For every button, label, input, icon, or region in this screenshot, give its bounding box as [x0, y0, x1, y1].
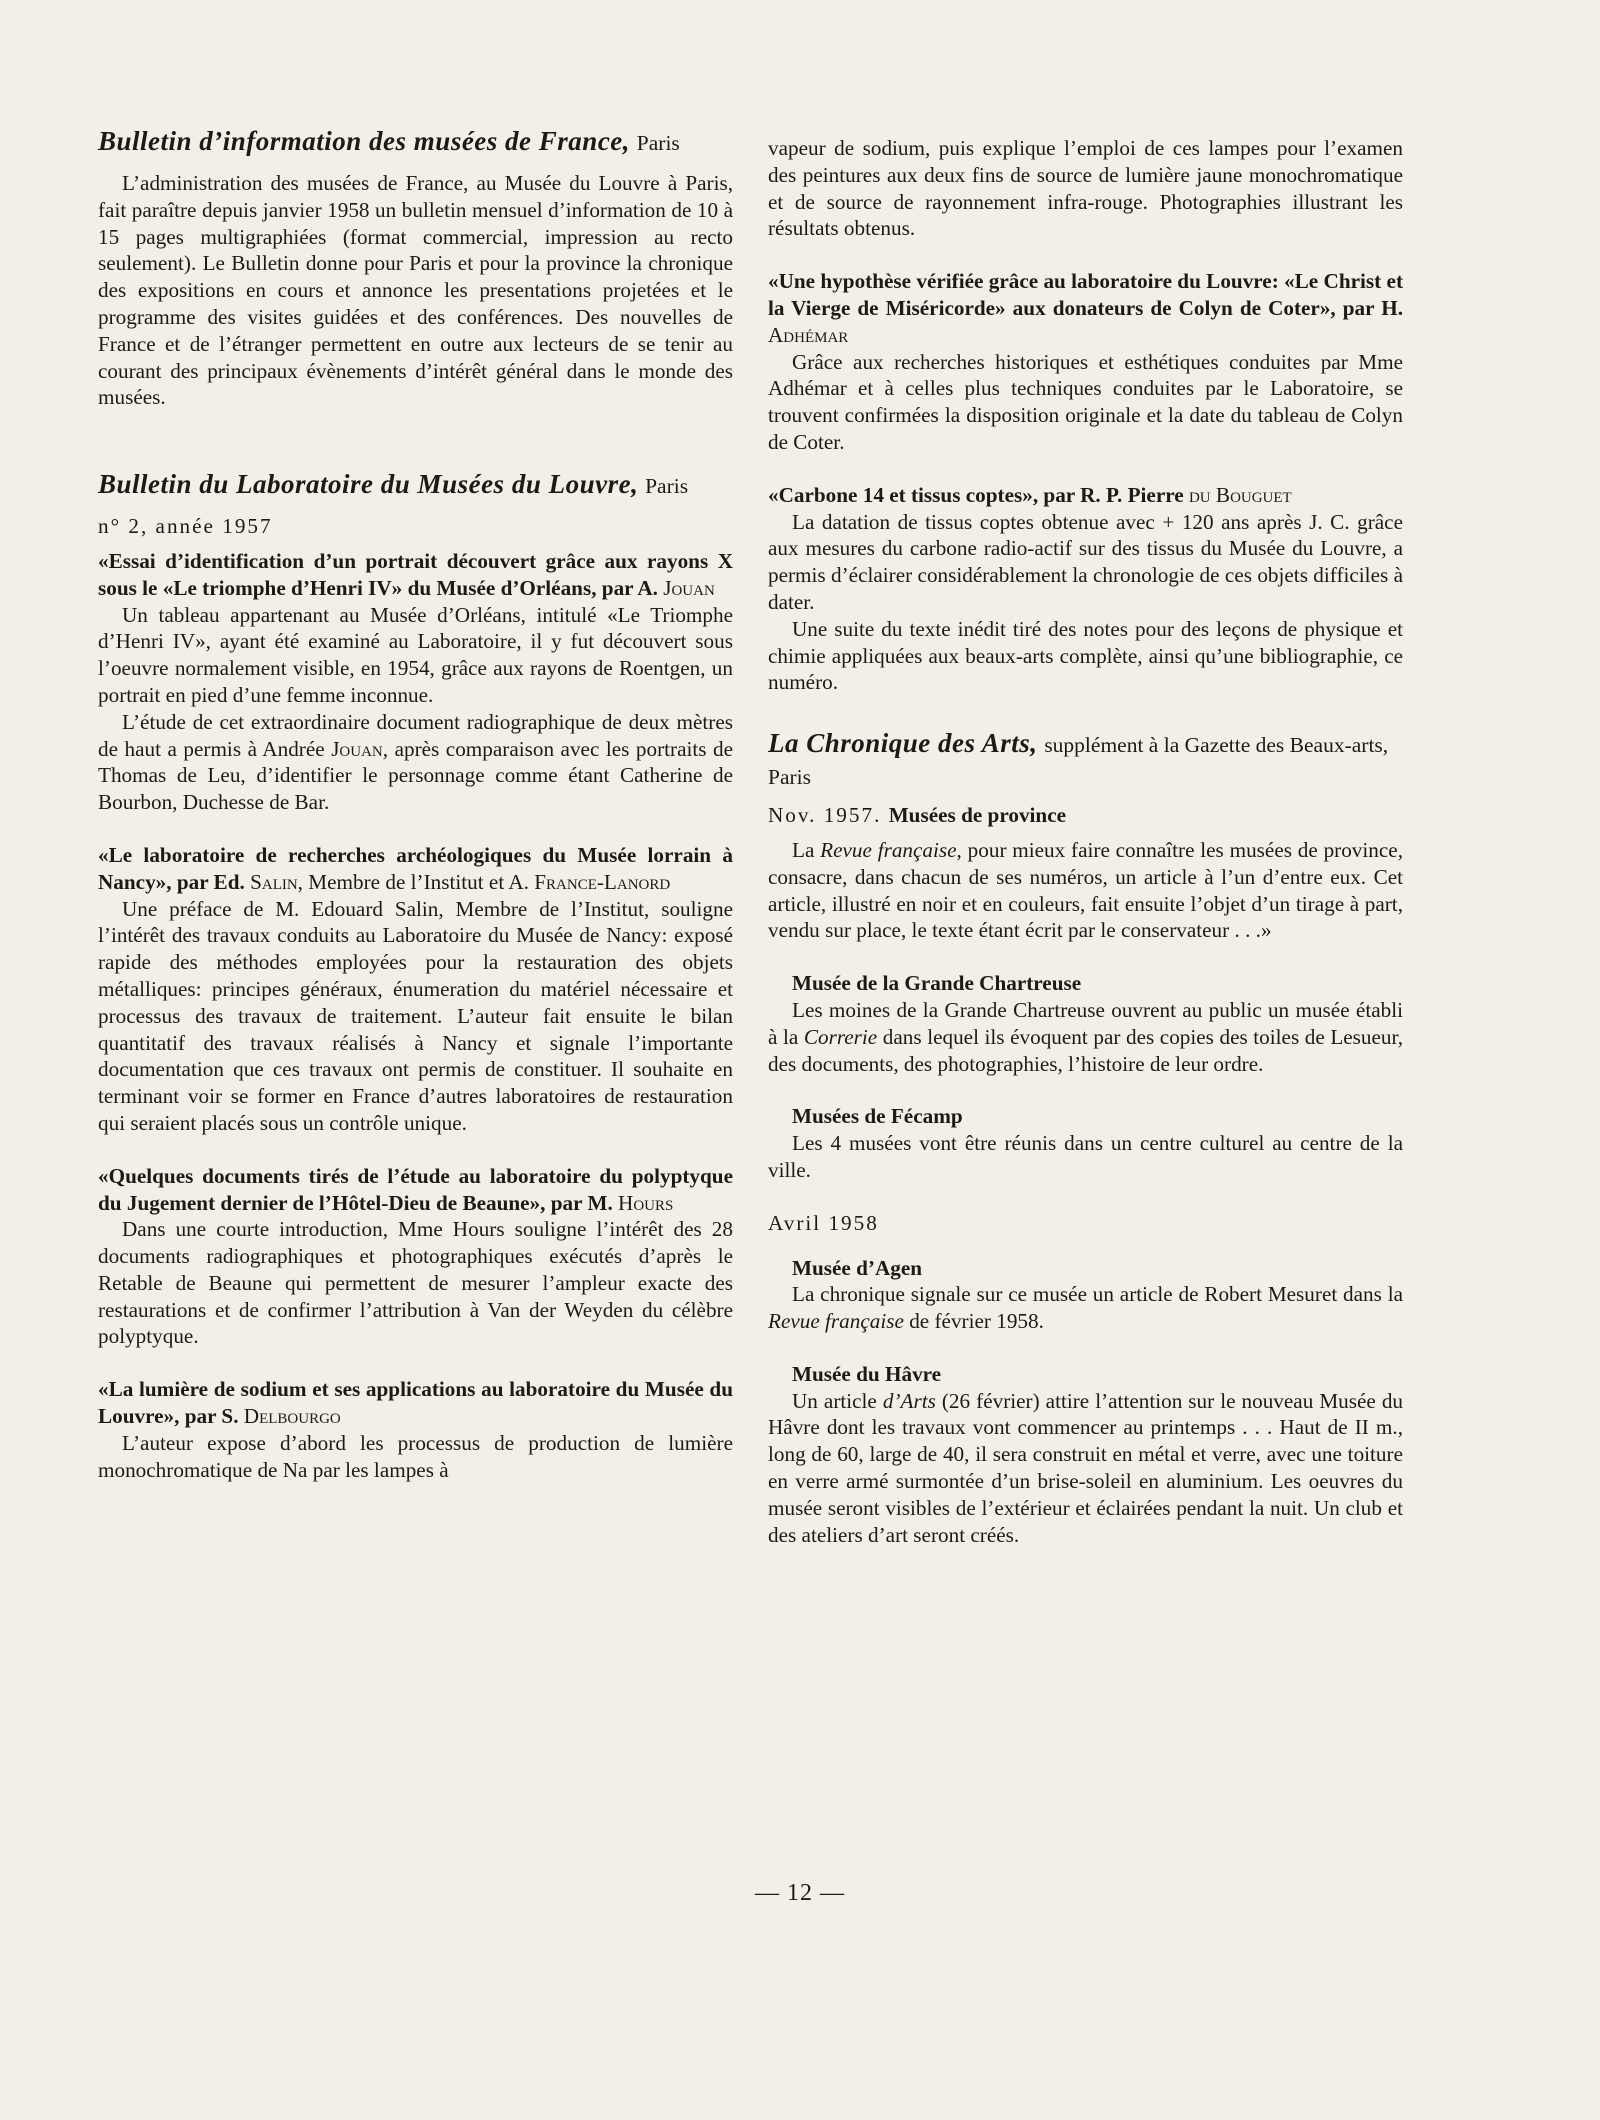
museum-heading: Musée de la Grande Chartreuse	[792, 971, 1082, 996]
article-author: Jouan	[663, 575, 715, 600]
article-paragraph: Les moines de la Grande Chartreuse ouvrent au public un musée établi à la Correrie dans lequel ils évoquent par des copies des toiles de Lesueur, des documents, des photographies, l’histoire de leur ordre.	[768, 997, 1404, 1076]
issue-label: n° 2, année 1957	[98, 514, 273, 539]
article-author: Delbourgo	[243, 1404, 341, 1429]
article-title: «Essai d’identification d’un portrait découvert grâce aux rayons X sous le «Le triomphe d’Henri IV» du Musée d’Orléans, par A. Jouan	[98, 548, 733, 600]
article-paragraph: Un tableau appartenant au Musée d’Orléans, intitulé «Le Triomphe d’Henri IV», ayant été examiné au Laboratoire, il y fut découvert sous l’oeuvre normalement visible, en 1954, grâce aux rayons de Roentgen, un portrait en pied d’une femme inconnue.	[98, 602, 733, 707]
issue-label: Nov. 1957. Musées de province	[768, 803, 1067, 828]
bulletin-information-body: L’administration des musées de France, au Musée du Louvre à Paris, fait paraître depuis janvier 1958 un bulletin mensuel d’information de 10 à 15 pages multigraphiées (format commercial, impression au recto seulement). Le Bulletin donne pour Paris et pour la province la chronique des expositions en cours et annonce les presentations projetées et le programme des visites guidées et des conférences. Des nouvelles de France et de l’étranger permettent en outre aux lecteurs de se tenir au courant des principaux évènements d’intérêt général dans le monde des musées.	[98, 171, 733, 410]
article-author: France-Lanord	[534, 869, 671, 894]
publication-title: Bulletin du Laboratoire du Musées du Louvre,	[98, 469, 639, 500]
article-author: Adhémar	[768, 322, 849, 347]
article-paragraph: La chronique signale sur ce musée un article de Robert Mesuret dans la Revue française de février 1958.	[768, 1282, 1403, 1334]
bulletin-information-heading	[98, 126, 733, 158]
article-title: «Le laboratoire de recherches archéologiques du Musée lorrain à Nancy», par Ed. Salin, Membre de l’Institut et A. France-Lanord	[98, 842, 733, 894]
publication-title: Bulletin d’information des musées de France,	[98, 126, 631, 156]
issue-label: Avril 1958	[768, 1210, 879, 1235]
publication-place: Paris	[636, 131, 680, 155]
bulletin-laboratoire-heading	[98, 469, 733, 501]
page-number: — 12 —	[755, 1880, 845, 1906]
article-title: «La lumière de sodium et ses applications au laboratoire du Musée du Louvre», par S. Delbourgo	[98, 1377, 733, 1429]
museum-heading: Musées de Fécamp	[792, 1104, 963, 1129]
continued-paragraph: vapeur de sodium, puis explique l’emploi de ces lampes pour l’examen des peintures aux deux fins de source de lumière jaune monochromatique et de source de rayonnement infra-rouge. Photographies illustrant les résultats obtenus.	[768, 136, 1403, 241]
left-column	[98, 126, 733, 1483]
article-paragraph: Dans une courte introduction, Mme Hours souligne l’intérêt des 28 documents radiographiques et photographiques exécutés d’après le Retable de Beaune qui permettent de mesurer l’ampleur exacte des restaurations et de confirmer l’attribution à Van der Weyden du célèbre polyptyque.	[98, 1217, 733, 1349]
article-paragraph: Un article d’Arts (26 février) attire l’attention sur le nouveau Musée du Hâvre dont les travaux vont commencer au printemps . . . Haut de II m., long de 60, large de 40, il sera construit en métal et verre, avec une toiture en verre armé surmontée d’un brise-soleil en aluminium. Les oeuvres du musée seront visibles de l’extérieur et éclairées pendant la nuit. Un club et des ateliers d’art seront créés.	[768, 1388, 1404, 1547]
article-author: Salin,	[250, 869, 303, 894]
publication-title: La Chronique des Arts,	[768, 728, 1038, 759]
article-title: «Quelques documents tirés de l’étude au laboratoire du polyptyque du Jugement dernier de l’Hôtel-Dieu de Beaune», par M. Hours	[98, 1163, 733, 1215]
article-paragraph: La Revue française, pour mieux faire connaître les musées de province, consacre, dans chacun de ses numéros, un article à l’un d’entre eux. Cet article, illustré en noir et en couleurs, fait ensuite l’objet d’un tirage à part, vendu sur place, le texte étant écrit par le conservateur . . .»	[768, 837, 1403, 943]
publication-place: Paris	[645, 474, 689, 499]
article-paragraph: Une préface de M. Edouard Salin, Membre de l’Institut, souligne l’intérêt des travaux conduits au Laboratoire du Musée de Nancy: exposé rapide des méthodes employées pour la restauration des objets métalliques: principes généraux, énumeration du matériel nécessaire et processus des travaux de traitement. L’auteur fait ensuite le bilan quantitatif des travaux réalisés à Nancy et signale l’importante documentation que ces travaux ont permis de constituer. Il souhaite en terminant voir se former en France d’autres laboratoires de restauration qui seraient placés sous un contrôle unique.	[98, 896, 733, 1135]
article-paragraph: La datation de tissus coptes obtenue avec + 120 ans après J. C. grâce aux mesures du carbone radio-actif sur des tissus du Musée du Louvre, a permis d’éclairer considérablement la chronologie de ces objets difficiles à dater.	[768, 509, 1403, 614]
article-title: «Une hypothèse vérifiée grâce au laboratoire du Louvre: «Le Christ et la Vierge de Miséricorde» aux donateurs de Colyn de Coter», par H. Adhémar	[768, 269, 1403, 347]
article-paragraph: Les 4 musées vont être réunis dans un centre culturel au centre de la ville.	[768, 1131, 1403, 1182]
article-paragraph: Grâce aux recherches historiques et esthétiques conduites par Mme Adhémar et à celles plus techniques conduites par le Laboratoire, se trouvent confirmées la disposition originale et la date du tableau de Colyn de Coter.	[768, 349, 1403, 454]
author-name: Jouan,	[331, 736, 389, 761]
article-title: «Carbone 14 et tissus coptes», par R. P. Pierre du Bouguet	[768, 482, 1292, 507]
museum-heading: Musée d’Agen	[792, 1255, 923, 1280]
article-author: Hours	[618, 1190, 674, 1215]
chronique-arts-heading	[768, 728, 1403, 792]
publication-subtitle: supplément à la Gazette des Beaux-arts, Paris	[768, 733, 1389, 790]
museum-heading: Musée du Hâvre	[792, 1361, 942, 1386]
article-paragraph: L’étude de cet extraordinaire document radiographique de deux mètres de haut a permis à Andrée Jouan, après comparaison avec les portraits de Thomas de Leu, d’identifier le personnage comme étant Catherine de Bourbon, Duchesse de Bar.	[98, 709, 734, 815]
article-paragraph: L’auteur expose d’abord les processus de production de lumière monochromatique de Na par les lampes à	[98, 1430, 733, 1482]
right-column	[768, 135, 1403, 1548]
article-paragraph: Une suite du texte inédit tiré des notes pour des leçons de physique et chimie appliquées aux beaux-arts complète, ainsi qu’une bibliographie, ce numéro.	[768, 616, 1403, 695]
article-author: du Bouguet	[1188, 482, 1292, 507]
